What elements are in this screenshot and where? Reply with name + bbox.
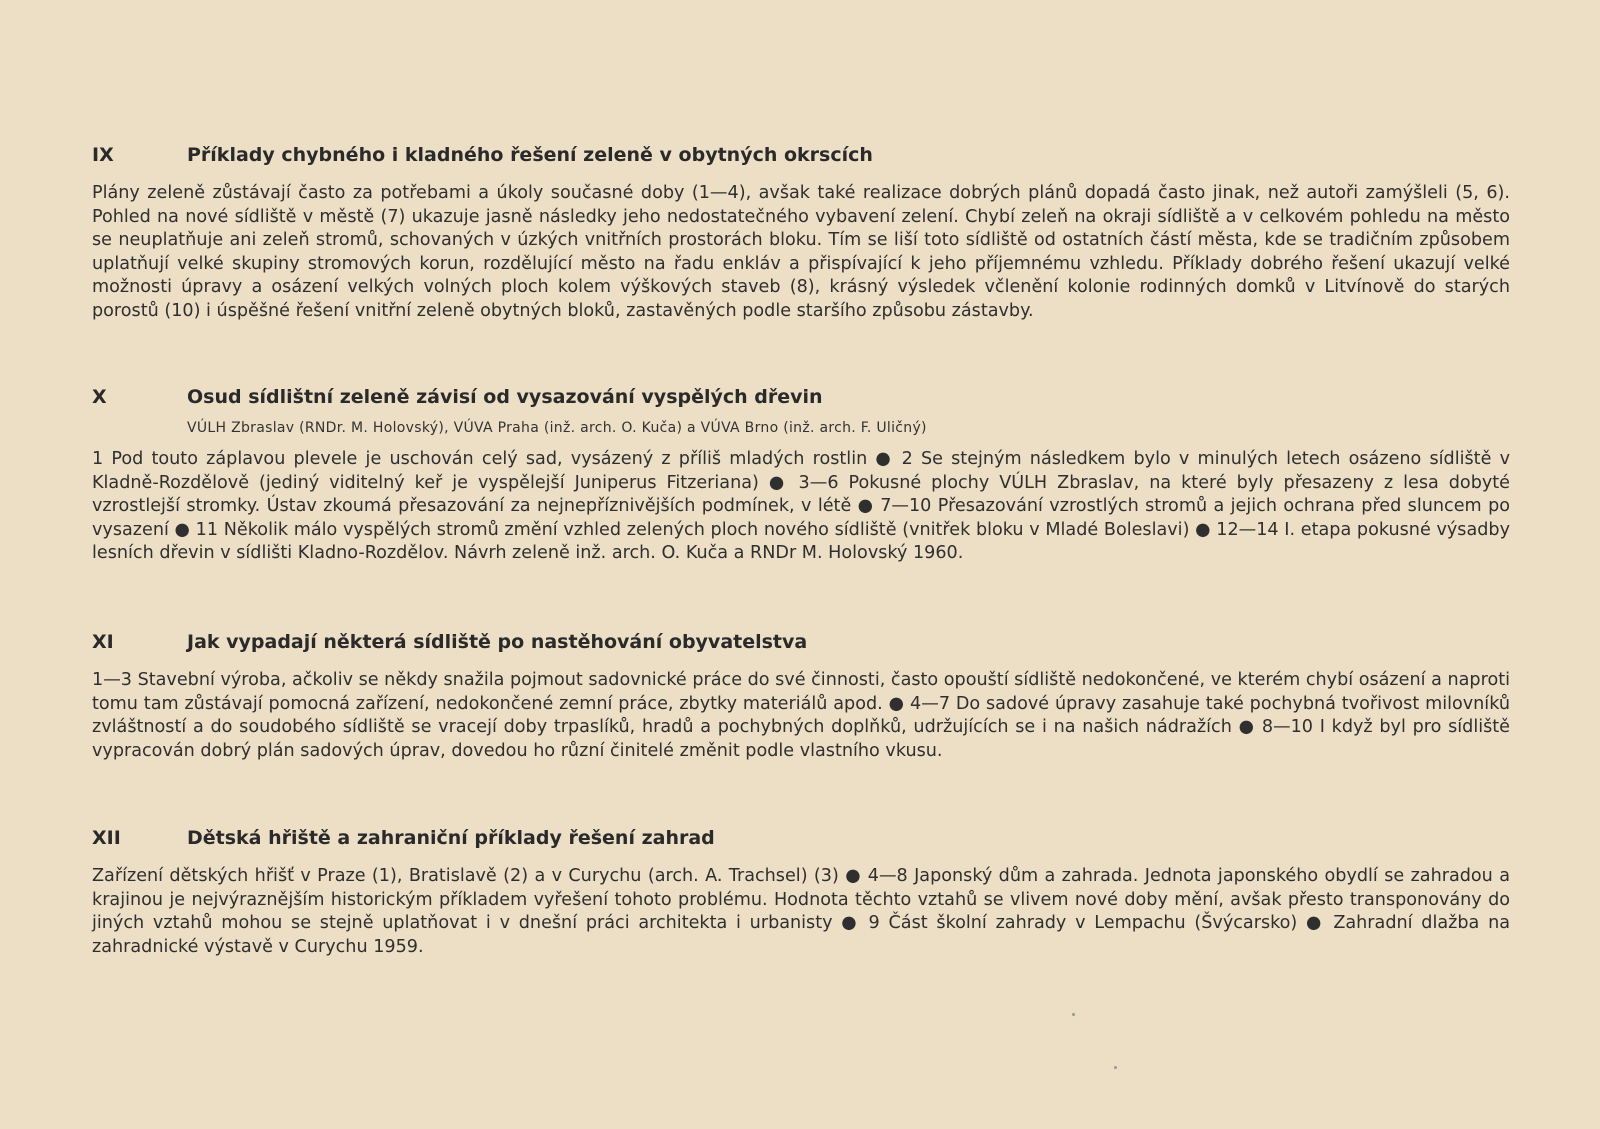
paper-speck [1114, 1066, 1117, 1069]
section-heading [92, 825, 1510, 851]
section-number: XI [92, 631, 114, 653]
section-title: Dětská hřiště a zahraniční příklady řešení zahrad [187, 827, 715, 849]
section-body: 1 Pod touto záplavou plevele je uschován celý sad, vysázený z příliš mladých rostlin ● 2 Se stejným následkem bylo v minulých letech osázeno sídliště v Kladně-Rozdělově (jediný viditelný keř je vyspělejší Juniperus Fitzeriana) ● 3—6 Pokusné plochy VÚLH Zbraslav, na které byly přesazeny z lesa dobyté vzrostlejší stromky. Ústav zkoumá přesazování za nejnepříznivějších podmínek, v létě ● 7—10 Přesazování vzrostlých stromů a jejich ochrana před sluncem po vysazení ● 11 Několik málo vyspělých stromů změní vzhled zelených ploch nového sídliště (vnitřek bloku v Mladé Boleslavi) ● 12—14 I. etapa pokusné výsadby lesních dřevin v sídlišti Kladno-Rozdělov. Návrh zeleně inž. arch. O. Kuča a RNDr M. Holovský 1960. [92, 449, 1510, 564]
section-body: Zařízení dětských hřišť v Praze (1), Bratislavě (2) a v Curychu (arch. A. Trachsel) (3) ● 4—8 Japonský dům a zahrada. Jednota japonského obydlí se zahradou a krajinou je nejvýraznějším historickým příkladem vyřešení tohoto problému. Hodnota těchto vztahů se vlivem nové doby mění, avšak přesto transponovány do jiných vztahů mohou se stejně uplatňovat i v dnešní práci architekta i urbanisty ● 9 Část školní zahrady v Lempachu (Švýcarsko) ● Zahradní dlažba na zahradnické výstavě v Curychu 1959. [92, 866, 1510, 957]
section-xii [92, 825, 1510, 959]
paper-speck [1072, 1013, 1075, 1016]
section-body: Plány zeleně zůstávají často za potřebami a úkoly současné doby (1—4), avšak také realizace dobrých plánů dopadá často jinak, než autoři zamýšleli (5, 6). Pohled na nové sídliště v městě (7) ukazuje jasně následky jeho nedostatečného vybavení zelení. Chybí zeleň na okraji sídliště a v celkovém pohledu na město se neuplatňuje ani zeleň stromů, schovaných v úzkých vnitřních prostorách bloku. Tím se liší toto sídliště od ostatních částí města, kde se tradičním způsobem uplatňují velké skupiny stromových korun, rozdělující město na řadu enkláv a přispívající k jeho příjemnému vzhledu. Příklady dobrého řešení ukazují velké možnosti úpravy a osázení velkých volných ploch kolem výškových staveb (8), krásný výsledek včlenění kolonie rodinných domků v Litvínově do starých porostů (10) i úspěšné řešení vnitřní zeleně obytných bloků, zastavěných podle staršího způsobu zástavby. [92, 183, 1510, 321]
section-body: 1—3 Stavební výroba, ačkoliv se někdy snažila pojmout sadovnické práce do své činnosti, často opouští sídliště nedokončené, ve kterém chybí osázení a naproti tomu tam zůstávají pomocná zařízení, nedokončené zemní práce, zbytky materiálů apod. ● 4—7 Do sadové úpravy zasahuje také pochybná tvořivost milovníků zvláštností a do soudobého sídliště se vracejí doby trpaslíků, hradů a pochybných doplňků, udržujících se i na našich nádražích ● 8—10 I když byl pro sídliště vypracován dobrý plán sadových úprav, dovedou ho různí činitelé změnit podle vlastního vkusu. [92, 670, 1510, 761]
section-ix [92, 142, 1510, 324]
section-title: Osud sídlištní zeleně závisí od vysazování vyspělých dřevin [187, 386, 823, 408]
section-title: Příklady chybného i kladného řešení zeleně v obytných okrscích [187, 144, 873, 166]
section-heading [92, 384, 1510, 410]
section-number: IX [92, 144, 114, 166]
section-credits: VÚLH Zbraslav (RNDr. M. Holovský), VÚVA Praha (inž. arch. O. Kuča) a VÚVA Brno (inž. arch. F. Uličný) [187, 420, 927, 436]
section-number: XII [92, 827, 121, 849]
section-heading [92, 142, 1510, 168]
section-number: X [92, 386, 107, 408]
section-heading [92, 629, 1510, 655]
section-x [92, 384, 1510, 566]
section-xi [92, 629, 1510, 763]
section-title: Jak vypadají některá sídliště po nastěhování obyvatelstva [187, 631, 808, 653]
